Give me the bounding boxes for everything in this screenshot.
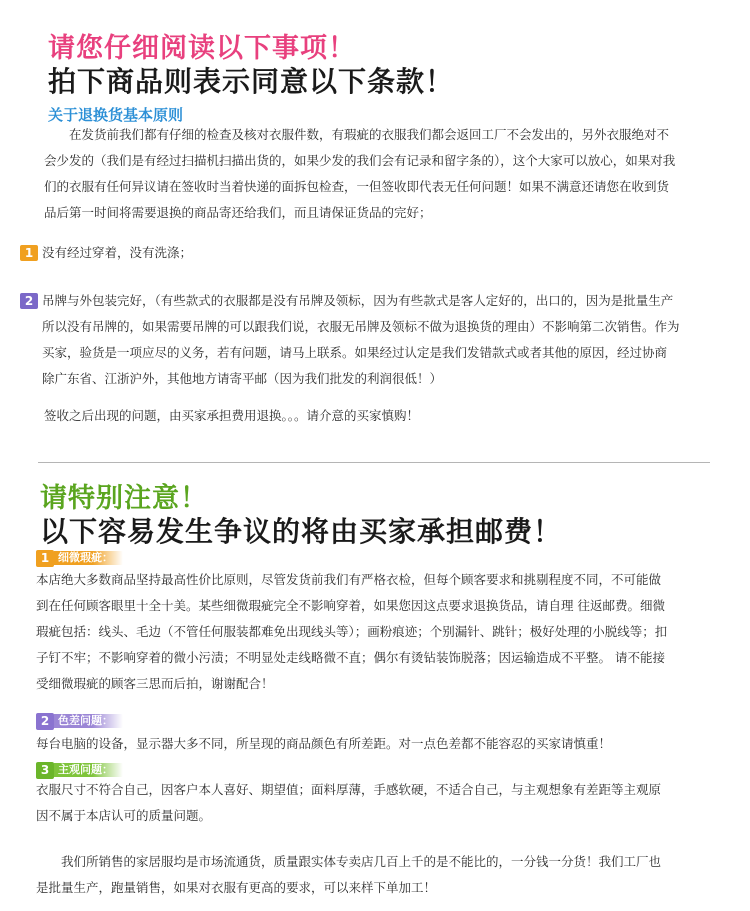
sign-note: 签收之后出现的问题，由买家承担费用退换。。。请介意的买家慎购！ [44,408,420,423]
section-text-color-difference [36,731,726,757]
condition-line: 除广东省、江浙沪外，其他地方请寄平邮（因为我们批发的利润很低！） [42,371,443,386]
number-badge-1: 1 [20,245,38,261]
condition-item-1 [20,240,192,266]
closing-line: 我们所销售的家居服均是市场流通货，质量跟实体专卖店几百上千的是不能比的，一分钱一分货！我们工厂也 [36,854,662,869]
section-tag-color-difference [36,712,123,730]
return-policy-subheading: 关于退换货基本原则 [48,106,184,124]
condition-line: 买家，验货是一项应尽的义务，若有问题，请马上联系。如果经过认定是我们发错款式或者其他的原因，经过协商 [42,345,668,360]
intro-line: 们的衣服有任何异议请在签收时当着快递的面拆包检查，一但签收即代表无任何问题！如果不满意还请您在收到货 [44,179,670,194]
condition-line: 没有经过穿着，没有洗涤； [42,245,193,260]
intro-line: 在发货前我们都有仔细的检查及核对衣服件数，有瑕疵的衣服我们都会返回工厂不会发出的，另外衣服绝对不 [44,127,670,142]
section-number-3: 3 [36,762,54,779]
section-number-2: 2 [36,713,54,730]
section-number-1: 1 [36,550,54,567]
number-badge-2: 2 [20,293,38,309]
closing-line: 是批量生产，跑量销售，如果对衣服有更高的要求，可以来样下单加工！ [36,880,437,895]
section-label: 主观问题： [54,763,123,777]
section-text-subjective-issues [36,777,726,829]
section-line: 衣服尺寸不符合自己，因客户本人喜好、期望值；面料厚薄，手感软硬，不适合自己，与主观想象有差距等主观原 [36,782,662,797]
intro-line: 会少发的（我们是有经过扫描机扫描出货的，如果少发的我们会有记录和留字条的），这个大家可以放心，如果对我 [44,153,676,168]
intro-paragraph [44,122,724,226]
condition-item-text [42,240,192,266]
dispute-heading: 以下容易发生争议的将由买家承担邮费！ [40,515,563,548]
section-label: 细微瑕疵： [54,551,123,565]
condition-line: 所以没有吊牌的，如果需要吊牌的可以跟我们说，衣服无吊牌及领标不做为退换货的理由）不影响第二次销售。作为 [42,319,680,334]
section-label: 色差问题： [54,714,123,728]
condition-item-text [42,288,728,392]
section-line: 因不属于本店认可的质量问题。 [36,808,212,823]
special-notice-heading: 请特别注意！ [40,483,208,514]
condition-line: 吊牌与外包装完好，（有些款式的衣服都是没有吊牌及领标，因为有些款式是客人定好的，出口的，因为是批量生产 [42,293,674,308]
notice-heading-black: 拍下商品则表示同意以下条款！ [48,65,455,98]
notice-heading-pink: 请您仔细阅读以下事项！ [48,33,356,64]
section-line: 每台电脑的设备，显示器大多不同，所呈现的商品颜色有所差距。对一点色差都不能容忍的买家请慎重！ [36,736,612,751]
section-line: 到在任何顾客眼里十全十美。某些细微瑕疵完全不影响穿着，如果您因这点要求退换货品，请自理 往返邮费。细微 [36,598,665,613]
section-line: 子钉不牢；不影响穿着的微小污渍；不明显处走线略微不直；偶尔有烫钻装饰脱落；因运输造成不平整。 请不能接 [36,650,665,665]
section-line: 瑕疵包括：线头、毛边（不管任何服装都难免出现线头等）；画粉痕迹；个别漏针、跳针；极好处理的小脱线等；扣 [36,624,668,639]
closing-paragraph [36,849,726,901]
section-line: 本店绝大多数商品坚持最高性价比原则，尽管发货前我们有严格衣检，但每个顾客要求和挑剔程度不同，不可能做 [36,572,662,587]
intro-line: 品后第一时间将需要退换的商品寄还给我们，而且请保证货品的完好； [44,205,432,220]
section-tag-minor-flaws [36,549,123,567]
condition-item-2 [20,288,730,392]
section-text-minor-flaws [36,567,726,697]
section-divider [38,462,710,463]
section-line: 受细微瑕疵的顾客三思而后拍，谢谢配合！ [36,676,274,691]
